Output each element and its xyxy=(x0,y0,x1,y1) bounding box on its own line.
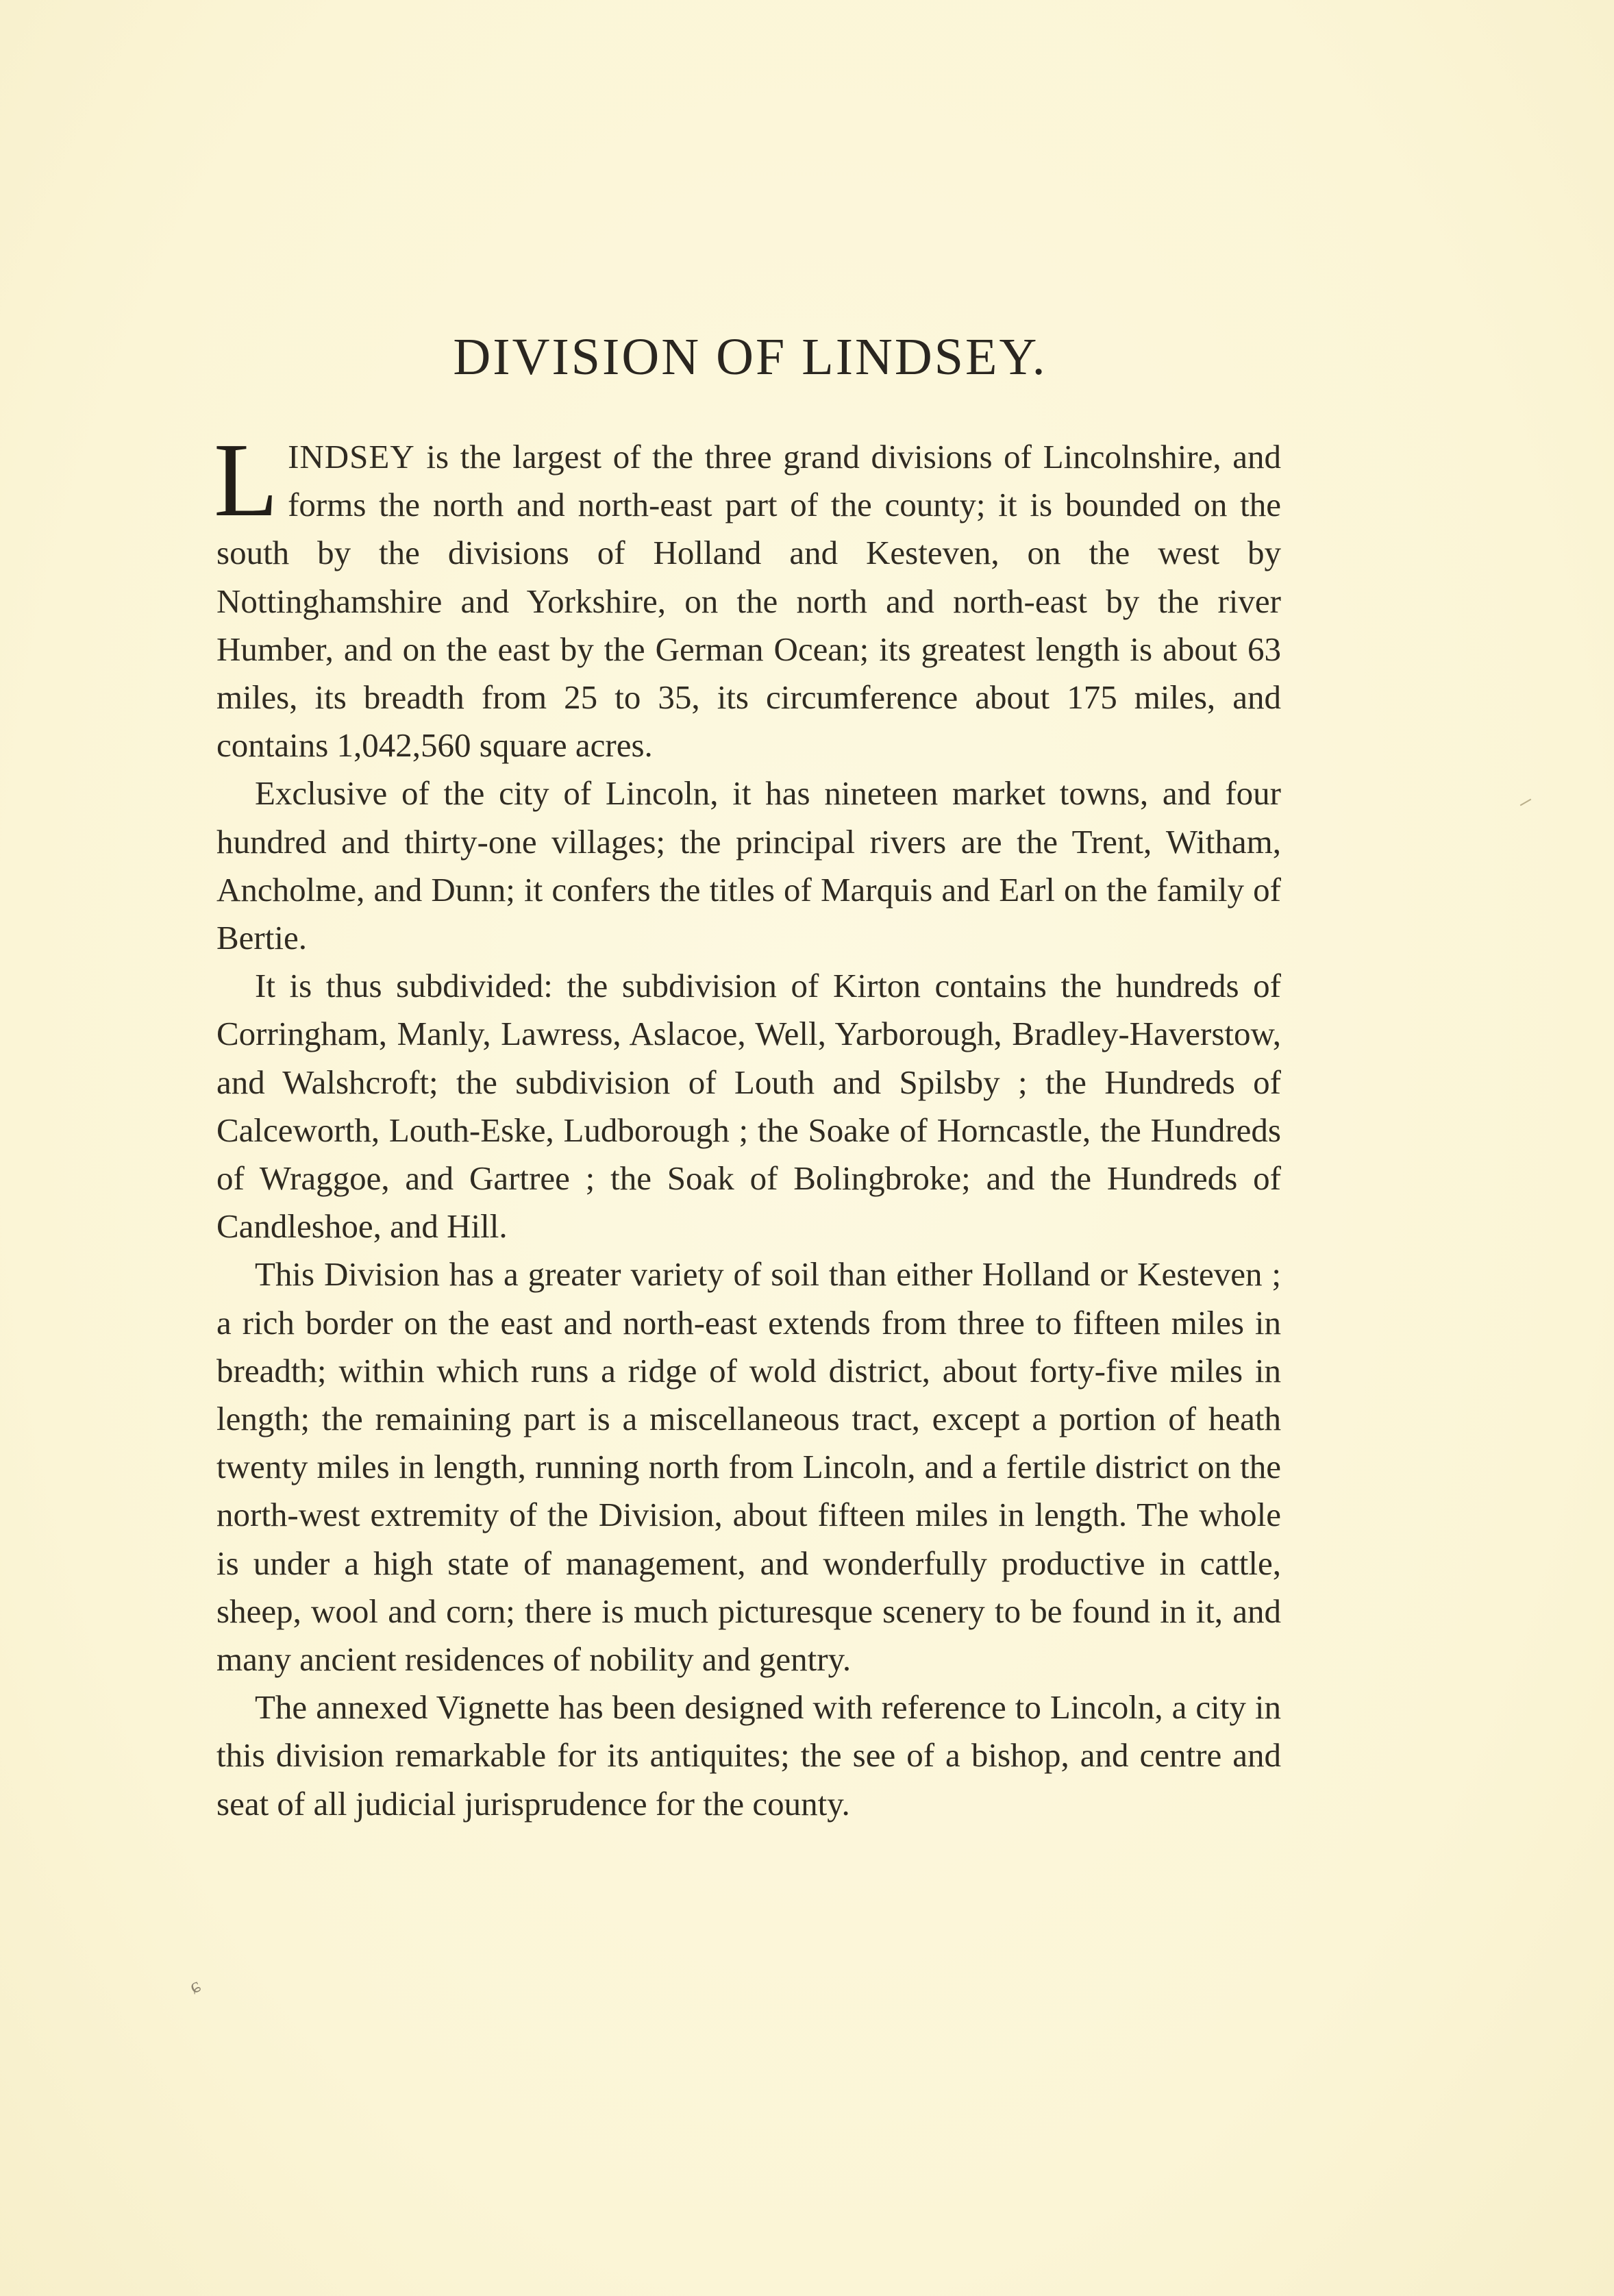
paragraph-subdivisions: It is thus subdivided: the subdivision of Kirton contains the hundreds of Corringham, Manly, Lawress, Aslacoe, Well, Yarborough, Bradley-Haverstow, and Walshcroft; the subdivision of Louth and Spilsby ; the Hundreds of Calceworth, Louth-Eske, Ludborough ; the Soake of Horncastle, the Hundreds of Wraggoe, and Gartree ; the Soak of Bolingbroke; and the Hundreds of Candleshoe, and Hill. xyxy=(216,967,1281,1246)
drop-cap: L xyxy=(214,422,279,539)
paragraph-vignette: The annexed Vignette has been designed with reference to Lincoln, a city in this division remarkable for its antiquites; the see of a bishop, and centre and seat of all judicial jurisprudence for the county. xyxy=(216,1688,1281,1823)
paragraph-text: is the largest of the three grand divisions of Lincolnshire, and forms the north and north-east part of the county; it is bounded on the south by the divisions of Holland and Kesteven, on the west by Nottinghamshire and Yorkshire, on the north and north-east by the river Humber, and on the east by the German Ocean; its greatest length is about 63 miles, its breadth from 25 to 35, its circumference about 175 miles, and contains 1,042,560 square acres. xyxy=(216,438,1281,765)
page-title: DIVISION OF LINDSEY. xyxy=(453,328,1047,386)
body-text xyxy=(214,422,1281,1828)
paragraph-intro xyxy=(214,422,1281,769)
paragraph-market-towns: Exclusive of the city of Lincoln, it has nineteen market towns, and four hundred and thirty-one villages; the principal rivers are the Trent, Witham, Ancholme, and Dunn; it confers the titles of Marquis and Earl on the family of Bertie. xyxy=(216,774,1281,957)
margin-mark-left: ɕ xyxy=(186,1973,204,1999)
lead-caps: INDSEY xyxy=(288,438,415,476)
margin-mark-right xyxy=(1520,799,1532,806)
paragraph-soil: This Division has a greater variety of soil than either Holland or Kesteven ; a rich border on the east and north-east extends from three to fifteen miles in breadth; within which runs a ridge of wold district, about forty-five miles in length; the remaining part is a miscellaneous tract, except a portion of heath twenty miles in length, running north from Lincoln, and a fertile district on the north-west extremity of the Division, about fifteen miles in length. The whole is under a high state of management, and wonderfully productive in cattle, sheep, wool and corn; there is much picturesque scenery to be found in it, and many ancient residences of nobility and gentry. xyxy=(216,1255,1281,1679)
